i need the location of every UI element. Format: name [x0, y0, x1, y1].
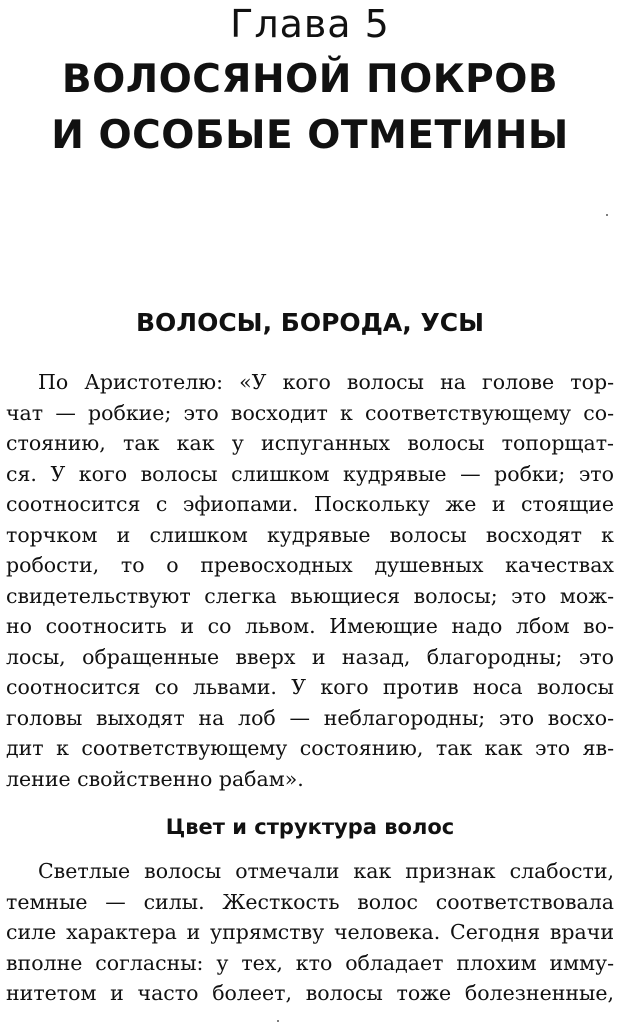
text-line: ся. У кого волосы слишком кудрявые — робки; это [6, 461, 614, 486]
text-line: свидетельствуют слегка вьющиеся волосы; это мож- [6, 583, 614, 608]
text-line: соотносится с эфиопами. Поскольку же и стоящие [6, 492, 614, 516]
text-line: торчком и слишком кудрявые волосы восходят к [6, 522, 614, 547]
text-line: ление свойственно рабам». [6, 766, 304, 791]
section-paragraph [6, 367, 614, 794]
text-line: темные — силы. Жесткость волос соответствовала [6, 889, 614, 914]
scan-speck [606, 214, 608, 216]
chapter-label: Глава 5 [230, 2, 390, 46]
text-line: Светлые волосы отмечали как признак слабости, [38, 859, 614, 883]
text-line: вполне согласны: у тех, кто обладает плохим имму- [6, 950, 614, 975]
chapter-title-line: И ОСОБЫЕ ОТМЕТИНЫ [51, 113, 569, 158]
text-line: лосы, обращенные вверх и назад, благородны; это [6, 644, 614, 669]
text-line: чат — робкие; это восходит к соответствующему со- [6, 400, 614, 425]
text-line: нитетом и часто болеет, волосы тоже болезненные, [6, 981, 614, 1005]
text-line: соотносится со львами. У кого против носа волосы [6, 675, 614, 699]
text-line: По Аристотелю: «У кого волосы на голове тор- [38, 370, 614, 394]
text-line: головы выходят на лоб — неблагородны; это восхо- [6, 705, 614, 730]
text-line: дит к соответствующему состоянию, так как это яв- [6, 736, 614, 760]
text-line: стоянию, так как у испуганных волосы топорщат- [6, 431, 614, 455]
text-line: силе характера и упрямству человека. Сегодня врачи [6, 920, 614, 944]
text-line: робости, то о превосходных душевных качествах [6, 553, 614, 577]
subsection-heading: Цвет и структура волос [165, 815, 455, 839]
section-heading: ВОЛОСЫ, БОРОДА, УСЫ [136, 308, 484, 337]
subsection-paragraph [6, 856, 614, 1009]
scan-speck [277, 1020, 279, 1022]
chapter-title [0, 52, 620, 164]
chapter-title-line: ВОЛОСЯНОЙ ПОКРОВ [61, 57, 559, 102]
text-line: но соотносить и со львом. Имеющие надо лбом во- [6, 614, 614, 638]
